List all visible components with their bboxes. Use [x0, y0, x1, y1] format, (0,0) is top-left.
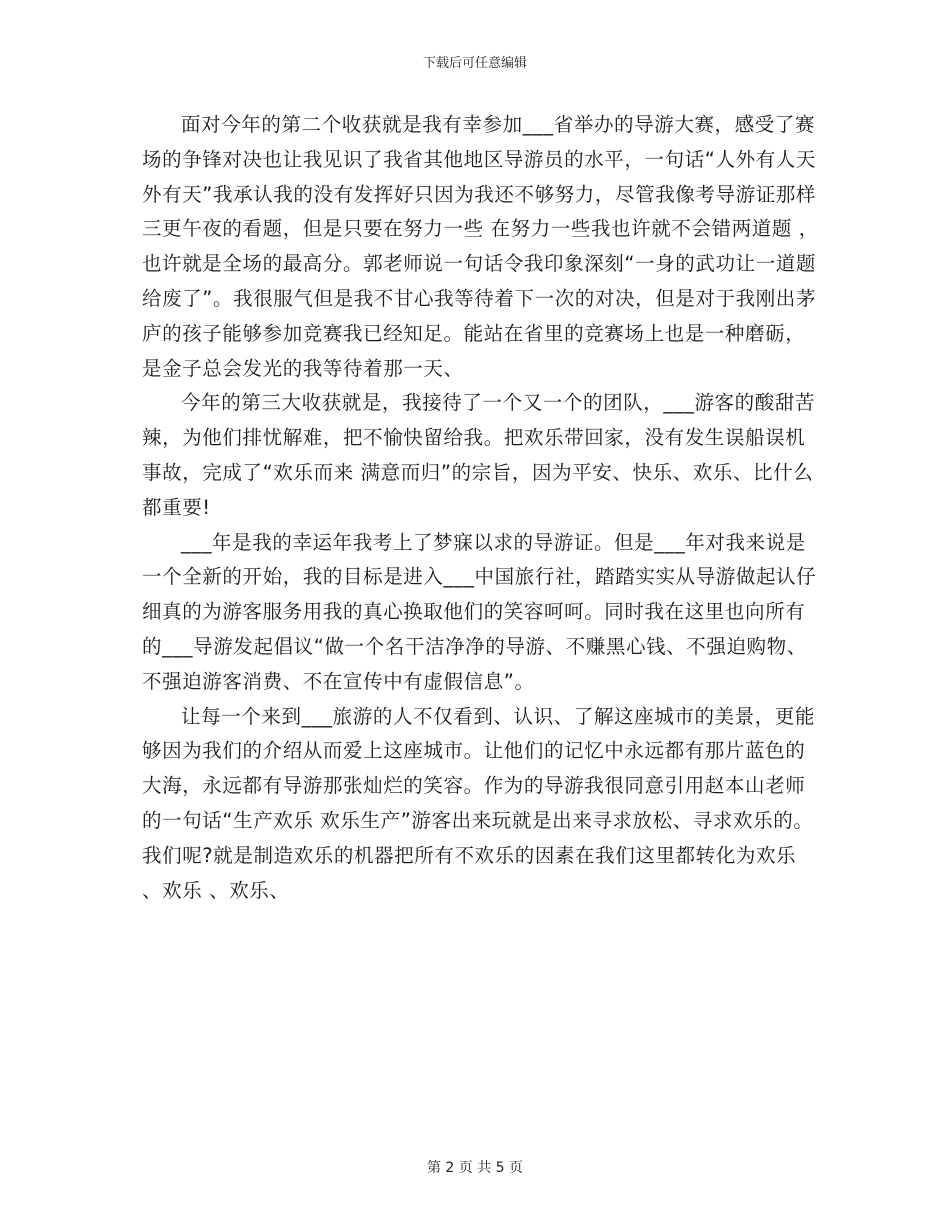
paragraph-city-love: 让每一个来到___旅游的人不仅看到、认识、了解这座城市的美景，更能够因为我们的介绍从而爱上这座城市。让他们的记忆中永远都有那片蓝色的大海，永远都有导游那张灿烂的笑容。作为的导游我很同意引用赵本山老师的一句话“生产欢乐 欢乐生产”游客出来玩就是出来寻求放松、寻求欢乐的。我们呢?就是制造欢乐的机器把所有不欢乐的因素在我们这里都转化为欢乐 、欢乐 、欢乐、: [142, 704, 816, 902]
page-header-note: 下载后可任意编辑: [422, 56, 527, 71]
document-body: [142, 108, 822, 908]
paragraph-contest: 面对今年的第二个收获就是我有幸参加___省举办的导游大赛，感受了赛场的争锋对决也让我见识了我省其他地区导游员的水平，一句话“人外有人天外有天”我承认我的没有发挥好只因为我还不够努力，尽管我像考导游证那样三更午夜的看题，但是只要在努力一些 在努力一些我也许就不会错两道题 ，也许就是全场的最高分。郭老师说一句话令我印象深刻“一身的武功让一道题给废了”。我很服气但是我不甘心我等待着下一次的对决，但是对于我刚出茅庐的孩子能够参加竞赛我已经知足。能站在省里的竞赛场上也是一种磨砺，是金子总会发光的我等待着那一天、: [142, 113, 819, 380]
paragraph-third-harvest: 今年的第三大收获就是，我接待了一个又一个的团队，___游客的酸甜苦辣，为他们排忧解难，把不愉快留给我。把欢乐带回家，没有发生误船误机事故，完成了“欢乐而来 满意而归”的宗旨，因为平安、快乐、欢乐、比什么都重要!: [142, 391, 816, 519]
paragraph-lucky-year: ___年是我的幸运年我考上了梦寐以求的导游证。但是___年对我来说是一个全新的开始，我的目标是进入___中国旅行社，踏踏实实从导游做起认仔细真的为游客服务用我的真心换取他们的笑容呵呵。同时我在这里也向所有的___导游发起倡议“做一个名干洁净净的导游、不赚黑心钱、不强迫购物、不强迫游客消费、不在宣传中有虚假信息”。: [142, 530, 817, 693]
page-indicator: 第 2 页 共 5 页: [426, 1160, 524, 1176]
